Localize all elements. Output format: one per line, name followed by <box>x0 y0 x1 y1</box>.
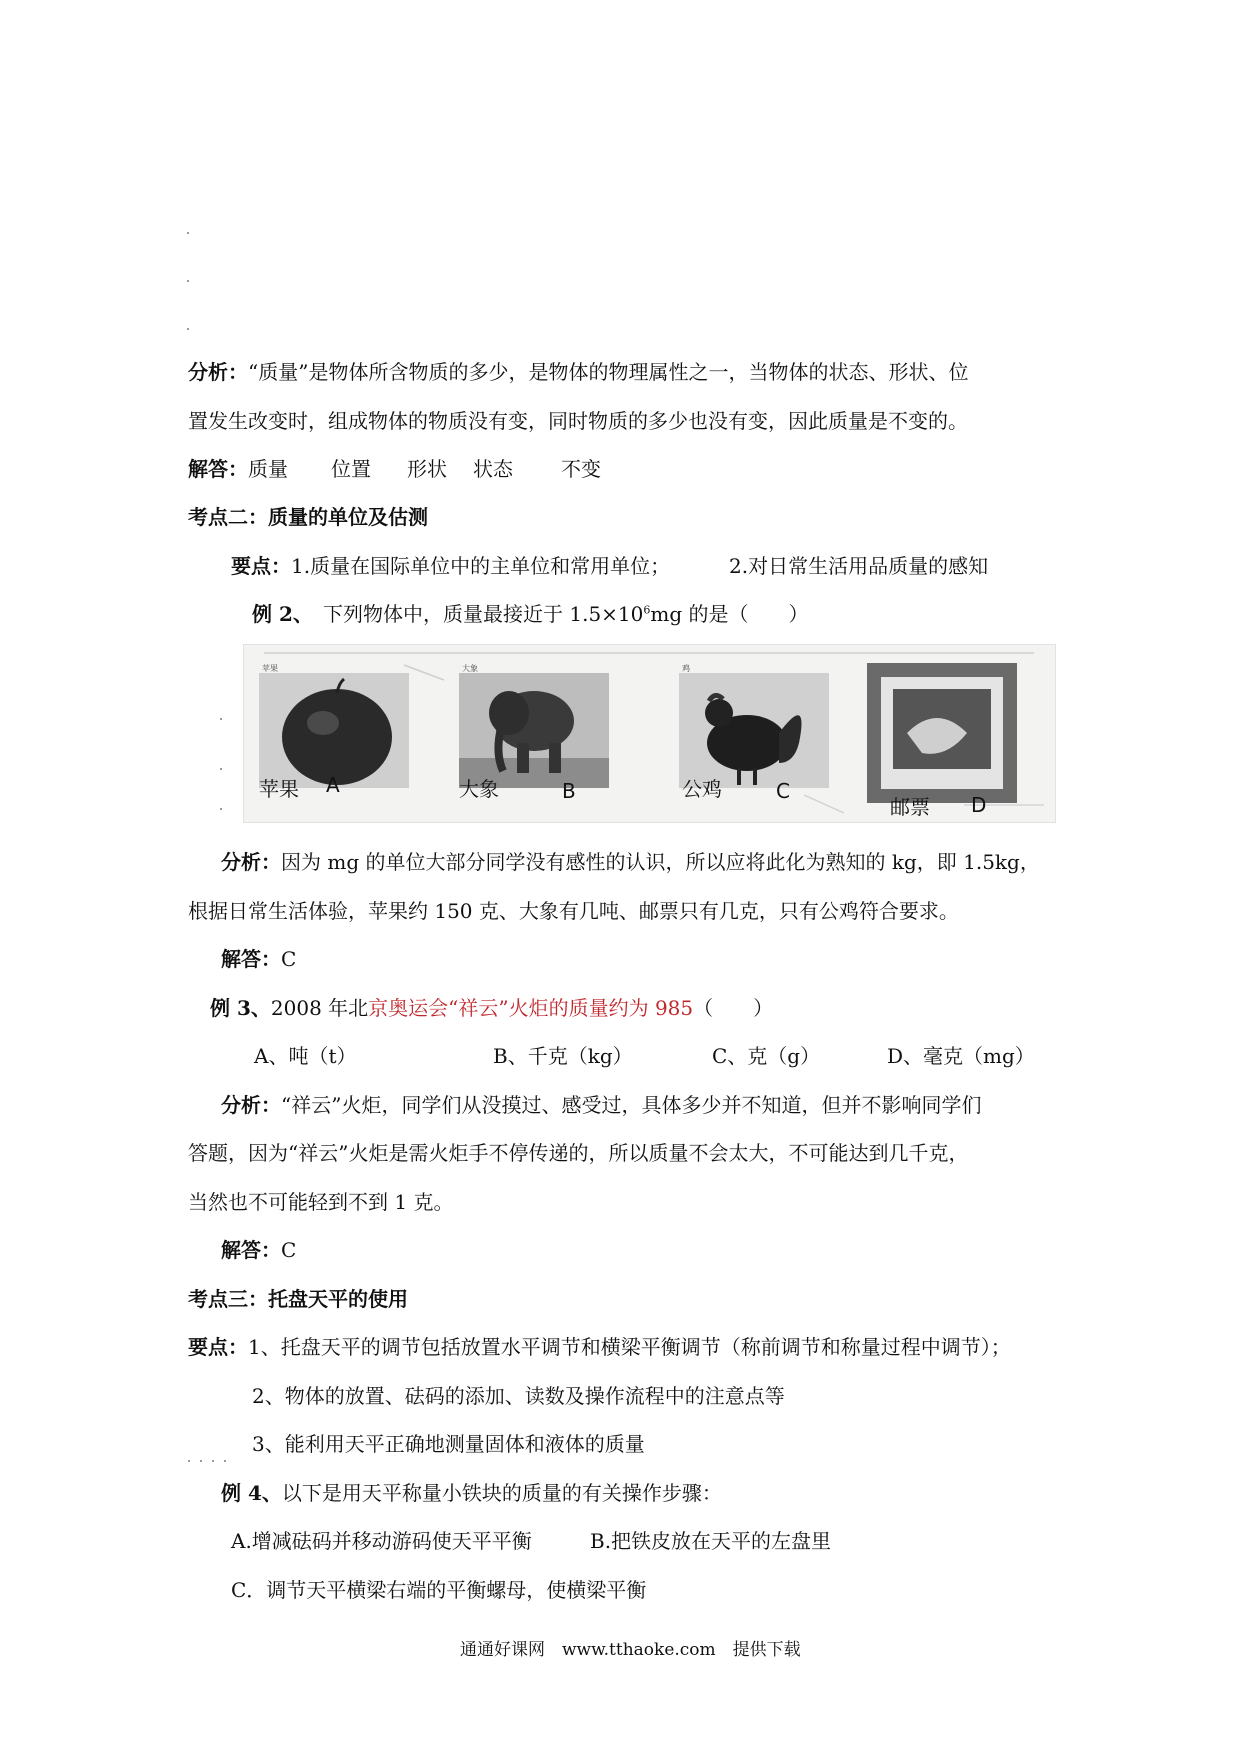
rooster-photo <box>679 673 829 788</box>
scan-mark <box>187 328 189 330</box>
example2-answer <box>221 949 296 969</box>
key-text: 3、能利用天平正确地测量固体和液体的质量 <box>252 1432 645 1456</box>
scan-mark <box>188 1460 190 1462</box>
question-text: mg 的是（ ） <box>650 602 809 626</box>
scan-mark <box>224 1460 226 1462</box>
scan-mark <box>187 280 189 282</box>
answer1 <box>188 459 288 479</box>
example-label: 例 4、 <box>221 1481 282 1505</box>
analysis-label: 分析： <box>188 360 248 384</box>
analysis-label: 分析： <box>221 1093 281 1117</box>
answer-item: 状态 <box>473 457 513 481</box>
option-name: 苹果 <box>259 777 299 801</box>
question-bracket: （ ） <box>693 996 774 1020</box>
answer-value: C <box>281 947 297 971</box>
option-letter: B <box>562 779 576 803</box>
answer-label: 解答： <box>188 457 248 481</box>
option-name: 公鸡 <box>682 777 722 801</box>
page-footer: 通通好课网 www.tthaoke.com 提供下载 <box>460 1640 801 1660</box>
answer-item: 形状 <box>407 457 447 481</box>
scan-mark <box>187 232 189 234</box>
option-a: A、吨（t） <box>254 1044 357 1068</box>
section-title: 考点三：托盘天平的使用 <box>188 1287 408 1311</box>
key-points <box>188 1337 1011 1357</box>
answer-value: C <box>281 1238 297 1262</box>
elephant-photo <box>459 673 609 788</box>
analysis-text: “祥云”火炬，同学们从没摸过、感受过，具体多少并不知道，但并不影响同学们 <box>281 1093 982 1117</box>
key-points <box>231 556 670 576</box>
example2-analysis-line1 <box>221 852 1040 872</box>
answer-label: 解答： <box>221 1238 281 1262</box>
analysis-label: 分析： <box>221 850 281 874</box>
example3-answer <box>221 1240 296 1260</box>
example-label: 例 2、 <box>252 602 313 626</box>
analysis-text: “质量”是物体所含物质的多少，是物体的物理属性之一，当物体的状态、形状、位 <box>248 360 969 384</box>
example3-question <box>210 998 773 1018</box>
example4-intro <box>221 1483 722 1503</box>
example3-analysis-line1 <box>221 1095 981 1115</box>
question-text: 下列物体中，质量最接近于 1.5×10 <box>323 602 644 626</box>
scan-mark <box>220 768 222 770</box>
option-letter: C <box>776 779 790 803</box>
photo-caption-small: 苹果 <box>262 664 278 673</box>
option-name: 邮票 <box>890 795 930 819</box>
example3-analysis-line2: 答题，因为“祥云”火炬是需火炬手不停传递的，所以质量不会太大，不可能达到几千克， <box>188 1141 969 1165</box>
question-text-highlight: 京奥运会“祥云”火炬的质量约为 985 <box>368 996 694 1020</box>
example2-figure <box>243 644 1056 823</box>
step-b: B.把铁皮放在天平的左盘里 <box>590 1529 832 1553</box>
scan-mark <box>220 718 222 720</box>
analysis1-line2: 置发生改变时，组成物体的物质没有变，同时物质的多少也没有变，因此质量是不变的。 <box>188 409 968 433</box>
analysis1-line1 <box>188 362 968 382</box>
analysis-text: 因为 mg 的单位大部分同学没有感性的认识，所以应将此化为熟知的 kg，即 1.5kg， <box>281 850 1040 874</box>
section-title: 考点二：质量的单位及估测 <box>188 505 428 529</box>
answer-item: 位置 <box>331 457 371 481</box>
key-text: 2.对日常生活用品质量的感知 <box>729 554 989 578</box>
intro-text: 以下是用天平称量小铁块的质量的有关操作步骤： <box>281 1481 722 1505</box>
step-a: A.增减砝码并移动游码使天平平衡 <box>231 1529 532 1553</box>
example3-analysis-line3: 当然也不可能轻到不到 1 克。 <box>188 1190 454 1214</box>
key-text: 1、托盘天平的调节包括放置水平调节和横梁平衡调节（称前调节和称量过程中调节）； <box>248 1335 1011 1359</box>
key-text: 1.质量在国际单位中的主单位和常用单位； <box>291 554 671 578</box>
apple-photo <box>259 673 409 788</box>
answer-item: 质量 <box>248 457 288 481</box>
answer-label: 解答： <box>221 947 281 971</box>
example-label: 例 3、 <box>210 996 271 1020</box>
photo-caption-small: 大象 <box>462 664 478 673</box>
question-text: 2008 年北 <box>270 996 369 1020</box>
stamp-photo <box>867 663 1017 803</box>
scan-mark <box>220 808 222 810</box>
example2-analysis-line2: 根据日常生活体验，苹果约 150 克、大象有几吨、邮票只有几克，只有公鸡符合要求。 <box>188 899 959 923</box>
option-c: C、克（g） <box>712 1044 821 1068</box>
step-c: C．调节天平横梁右端的平衡螺母，使横梁平衡 <box>231 1578 647 1602</box>
key-label: 要点： <box>188 1335 248 1359</box>
scan-mark <box>212 1460 214 1462</box>
answer-item: 不变 <box>561 457 601 481</box>
option-name: 大象 <box>459 777 499 801</box>
key-text: 2、物体的放置、砝码的添加、读数及操作流程中的注意点等 <box>252 1384 785 1408</box>
exponent: 6 <box>643 603 651 617</box>
option-letter: D <box>971 793 987 817</box>
option-letter: A <box>326 773 340 797</box>
option-b: B、千克（kg） <box>493 1044 633 1068</box>
scan-mark <box>200 1460 202 1462</box>
key-label: 要点： <box>231 554 291 578</box>
option-d: D、毫克（mg） <box>887 1044 1035 1068</box>
example-question <box>323 604 809 624</box>
photo-caption-small: 鸡 <box>682 664 690 673</box>
